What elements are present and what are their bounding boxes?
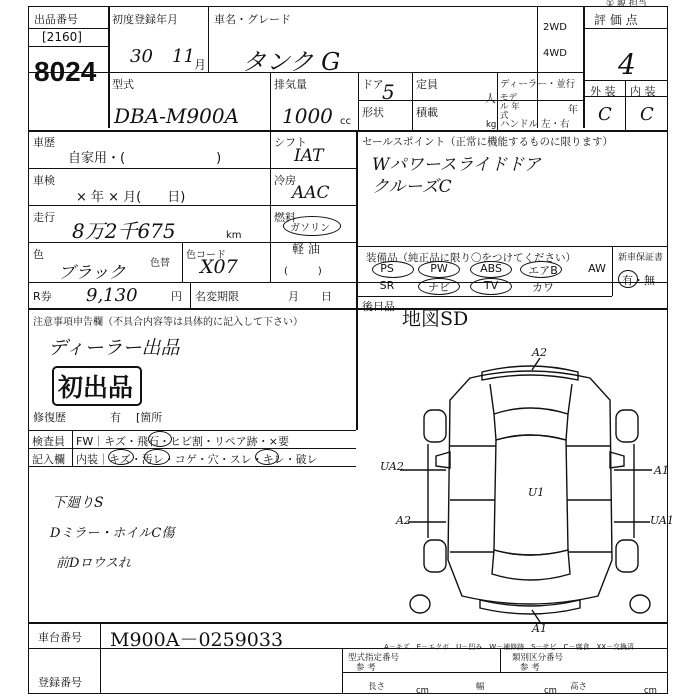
chassis-label: 車台番号 — [38, 631, 82, 644]
mark-left-lower: A2 — [396, 514, 411, 527]
equipment-circle — [372, 261, 414, 278]
mileage-value: 8万2千675 — [72, 219, 176, 243]
height-label: 高さ — [570, 682, 588, 692]
history-value: 自家用・( ) — [68, 151, 222, 166]
equipment-item: SR — [379, 279, 395, 292]
color-code-value: X07 — [200, 256, 238, 278]
grade-value: 4 — [618, 48, 636, 81]
fuel-label: 燃料 — [274, 211, 296, 224]
exterior-value: C — [598, 104, 612, 125]
capacity-unit: 人 — [485, 92, 496, 105]
chassis-value: M900A－0259033 — [110, 629, 284, 651]
lot-label: 出品番号 — [34, 13, 78, 26]
color-code-label: 色コード — [186, 250, 226, 261]
recycle-label: R券 — [33, 290, 52, 303]
model-label: 型式 — [112, 78, 134, 91]
color-label: 色 — [33, 248, 44, 261]
category-label: 類別区分番号 — [512, 653, 564, 663]
mark-left-upper: UA2 — [380, 460, 404, 473]
first-reg-month: 11 — [172, 46, 195, 67]
dealer-label: ディーラー・並行 — [500, 79, 576, 90]
inspection-label: 車検 — [33, 174, 55, 187]
equipment-circle — [418, 278, 460, 295]
hand-note-1: 下廻りS — [52, 495, 104, 511]
handle-label: ハンドル 左・右 — [500, 119, 570, 130]
equipment-item: カワ — [532, 281, 554, 294]
repair-unit: [箇所 — [136, 411, 163, 424]
height-unit: cm — [644, 686, 657, 696]
drive-2wd: 2WD — [543, 22, 567, 33]
history-label: 車歴 — [33, 136, 55, 149]
model-year-label: モデル 年式 — [500, 93, 520, 121]
equipment-circle — [470, 278, 512, 295]
ac-label: 冷房 — [274, 174, 296, 187]
equipment-label: 装備品（純正品に限り〇をつけてください） — [366, 252, 576, 264]
entry-row: 内装｜キズ・汚レ・コゲ・穴・スレ・キレ・破レ — [76, 453, 318, 466]
hand-note-3: 前Dロウスれ — [56, 556, 132, 571]
equipment-item: PW — [430, 262, 448, 275]
inspector-label: 検査員 — [32, 435, 65, 448]
equipment-circle — [520, 261, 562, 278]
mileage-label: 走行 — [33, 211, 55, 224]
equipment-item: ナビ — [428, 281, 450, 294]
car-name-value: タンク G — [242, 48, 341, 76]
sales-label: セールスポイント（正常に機能するものに限ります） — [362, 136, 614, 148]
equipment-item: PS — [380, 262, 394, 275]
load-label: 積載 — [416, 106, 438, 119]
doors-value: 5 — [382, 80, 395, 104]
shift-label: シフト — [274, 136, 307, 149]
type-designation-label: 型式指定番号 — [348, 653, 400, 663]
displacement-label: 排気量 — [274, 78, 307, 91]
mark-right-lower: UA1 — [650, 514, 674, 527]
notes-label: 注意事項申告欄（不具合内容等は具体的に記入して下さい） — [33, 317, 303, 328]
equipment-item: TV — [483, 279, 499, 292]
lot-sub: [2160] — [42, 30, 82, 44]
doors-label: ドア — [362, 78, 384, 91]
color-no-label: 色替 — [150, 258, 170, 269]
capacity-label: 定員 — [416, 78, 438, 91]
length-label: 長さ — [368, 682, 386, 692]
hand-note-2: Dミラー・ホイルC傷 — [50, 526, 175, 541]
load-unit: kg — [486, 120, 497, 130]
aftermarket-label: 後日品 — [362, 300, 395, 313]
equipment-circle — [470, 261, 512, 278]
width-label: 幅 — [476, 682, 485, 692]
mark-right-upper: A1 — [654, 464, 669, 477]
notes-line-1: ディーラー出品 — [48, 337, 180, 359]
ac-value: AAC — [292, 183, 330, 203]
lot-number: 8024 — [34, 56, 97, 87]
mark-front: A2 — [532, 346, 547, 359]
reg-label: 登録番号 — [38, 676, 82, 689]
equipment-circle — [418, 261, 460, 278]
first-reg-year: 30 — [130, 46, 153, 67]
fuel-diesel: 軽 油 — [292, 242, 320, 256]
corner-text: ① 親 担当 — [606, 0, 647, 9]
first-reg-month-unit: 月 — [194, 58, 207, 72]
category-ref: 参 考 — [520, 663, 540, 673]
legend: A－キズ E－エクボ U－凹み W－補修跡 S－サビ C－腐食 XX－交換済 — [384, 643, 635, 651]
equipment-item: ABS — [480, 262, 502, 275]
shape-label: 形状 — [362, 106, 384, 119]
equipment-item: エアB — [528, 264, 558, 277]
type-ref: 参 考 — [356, 663, 376, 673]
recycle-value: 9,130 — [86, 285, 138, 306]
model-value: DBA-M900A — [114, 104, 240, 128]
recycle-unit: 円 — [171, 290, 182, 303]
equipment-item: AW — [588, 262, 606, 275]
fuel-paren: ( ) — [284, 266, 322, 277]
sales-line-2: クルーズC — [372, 177, 452, 197]
interior-label: 内 装 — [630, 85, 656, 98]
mileage-unit: km — [226, 230, 242, 241]
name-change-label: 名変期限 — [195, 290, 239, 303]
interior-value: C — [640, 104, 654, 125]
width-unit: cm — [544, 686, 557, 696]
grade-label: 評 価 点 — [594, 13, 638, 27]
first-listing-text: 初出品 — [58, 373, 134, 402]
fuel-gas: ガソリン — [290, 223, 330, 234]
entry-label: 記入欄 — [32, 453, 65, 466]
aftermarket-value: 地図SD — [402, 308, 469, 330]
sales-line-1: Wパワースライドドア — [372, 155, 541, 175]
repair-label: 修復歴 — [33, 411, 66, 424]
drive-4wd: 4WD — [543, 48, 567, 59]
shift-value: IAT — [294, 146, 324, 166]
displacement-unit: cc — [340, 116, 351, 127]
repair-value: 有 — [110, 411, 121, 424]
model-year-unit: 年 — [568, 105, 578, 116]
car-name-label: 車名・グレード — [214, 13, 291, 26]
mark-rear: A1 — [532, 622, 547, 635]
inspection-value: × 年 × 月( 日) — [76, 190, 186, 205]
first-reg-label: 初度登録年月 — [112, 13, 178, 26]
displacement-value: 1000 — [282, 104, 333, 128]
exterior-label: 外 装 — [590, 85, 616, 98]
inspector-row: FW｜キズ・飛石・ヒビ割・リペア跡・×要 — [76, 435, 289, 448]
mark-roof: U1 — [528, 486, 545, 499]
length-unit: cm — [416, 686, 429, 696]
warranty-label: 新車保証書 — [618, 253, 664, 263]
warranty-value: 有・無 — [622, 274, 655, 287]
name-change-unit: 月 日 — [288, 290, 332, 303]
color-value: ブラック — [58, 263, 126, 283]
